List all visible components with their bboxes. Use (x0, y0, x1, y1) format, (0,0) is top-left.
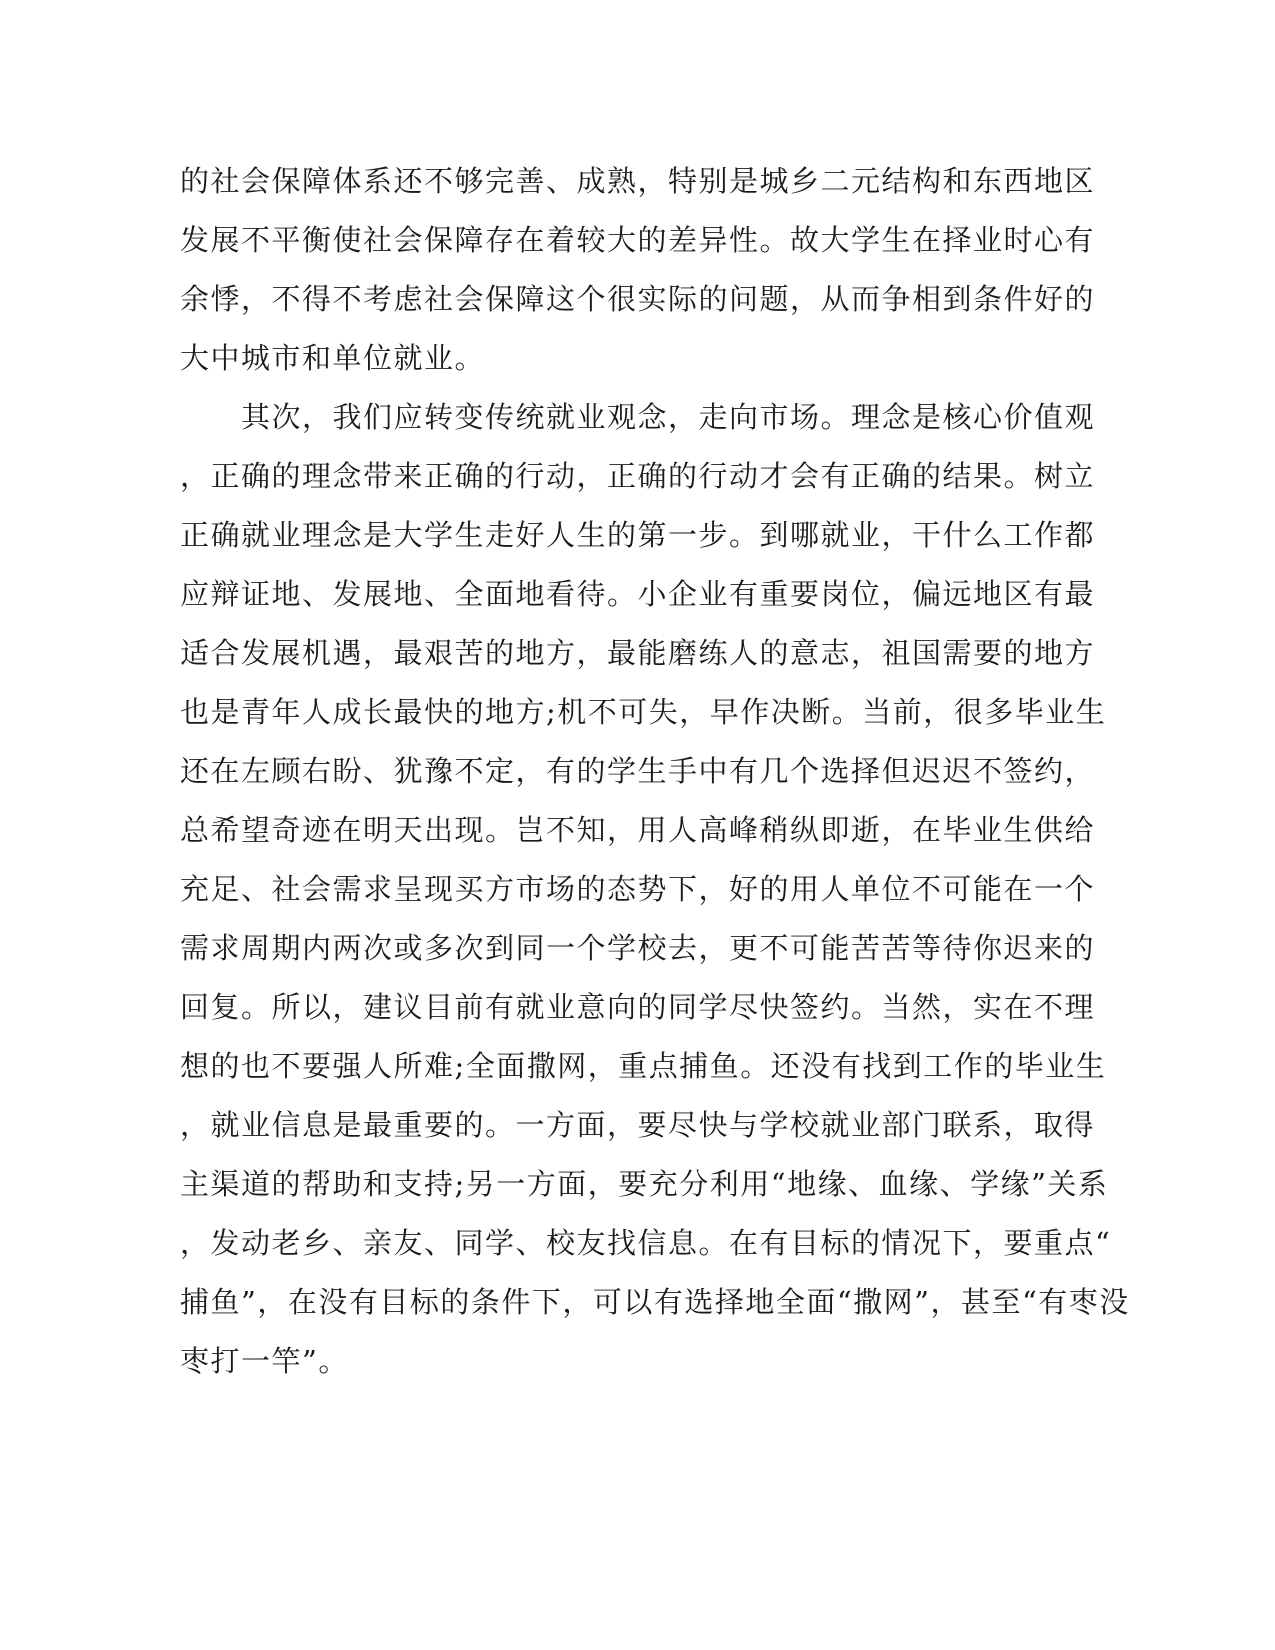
text-line: ，发动老乡、亲友、同学、校友找信息。在有目标的情况下，要重点“ (180, 1226, 1112, 1260)
paragraph-2 (180, 388, 1130, 1391)
text-line: 充足、社会需求呈现买方市场的态势下，好的用人单位不可能在一个 (180, 872, 1096, 906)
text-line: 枣打一竿”。 (180, 1344, 349, 1378)
text-line: 还在左顾右盼、犹豫不定，有的学生手中有几个选择但迟迟不签约， (180, 754, 1096, 788)
text-line: 的社会保障体系还不够完善、成熟，特别是城乡二元结构和东西地区 (180, 164, 1096, 198)
text-line: 其次，我们应转变传统就业观念，走向市场。理念是核心价值观 (180, 400, 1096, 434)
body-text (180, 152, 1130, 1391)
text-line: 适合发展机遇，最艰苦的地方，最能磨练人的意志，祖国需要的地方 (180, 636, 1096, 670)
text-line: ，就业信息是最重要的。一方面，要尽快与学校就业部门联系，取得 (180, 1108, 1096, 1142)
text-line: 需求周期内两次或多次到同一个学校去，更不可能苦苦等待你迟来的 (180, 931, 1096, 965)
text-line: 也是青年人成长最快的地方;机不可失，早作决断。当前，很多毕业生 (180, 695, 1107, 729)
text-line: 主渠道的帮助和支持;另一方面，要充分利用“地缘、血缘、学缘”关系 (180, 1167, 1109, 1201)
text-line: ，正确的理念带来正确的行动，正确的行动才会有正确的结果。树立 (180, 459, 1096, 493)
text-line: 回复。所以，建议目前有就业意向的同学尽快签约。当然，实在不理 (180, 990, 1096, 1024)
text-line: 发展不平衡使社会保障存在着较大的差异性。故大学生在择业时心有 (180, 223, 1096, 257)
text-line: 余悸，不得不考虑社会保障这个很实际的问题，从而争相到条件好的 (180, 282, 1096, 316)
text-line: 总希望奇迹在明天出现。岂不知，用人高峰稍纵即逝，在毕业生供给 (180, 813, 1096, 847)
paragraph-1 (180, 152, 1096, 388)
text-line: 想的也不要强人所难;全面撒网，重点捕鱼。还没有找到工作的毕业生 (180, 1049, 1107, 1083)
text-line: 捕鱼”，在没有目标的条件下，可以有选择地全面“撒网”，甚至“有枣没 (180, 1285, 1130, 1319)
text-line: 大中城市和单位就业。 (180, 341, 486, 375)
text-line: 应辩证地、发展地、全面地看待。小企业有重要岗位，偏远地区有最 (180, 577, 1096, 611)
text-line: 正确就业理念是大学生走好人生的第一步。到哪就业，干什么工作都 (180, 518, 1096, 552)
